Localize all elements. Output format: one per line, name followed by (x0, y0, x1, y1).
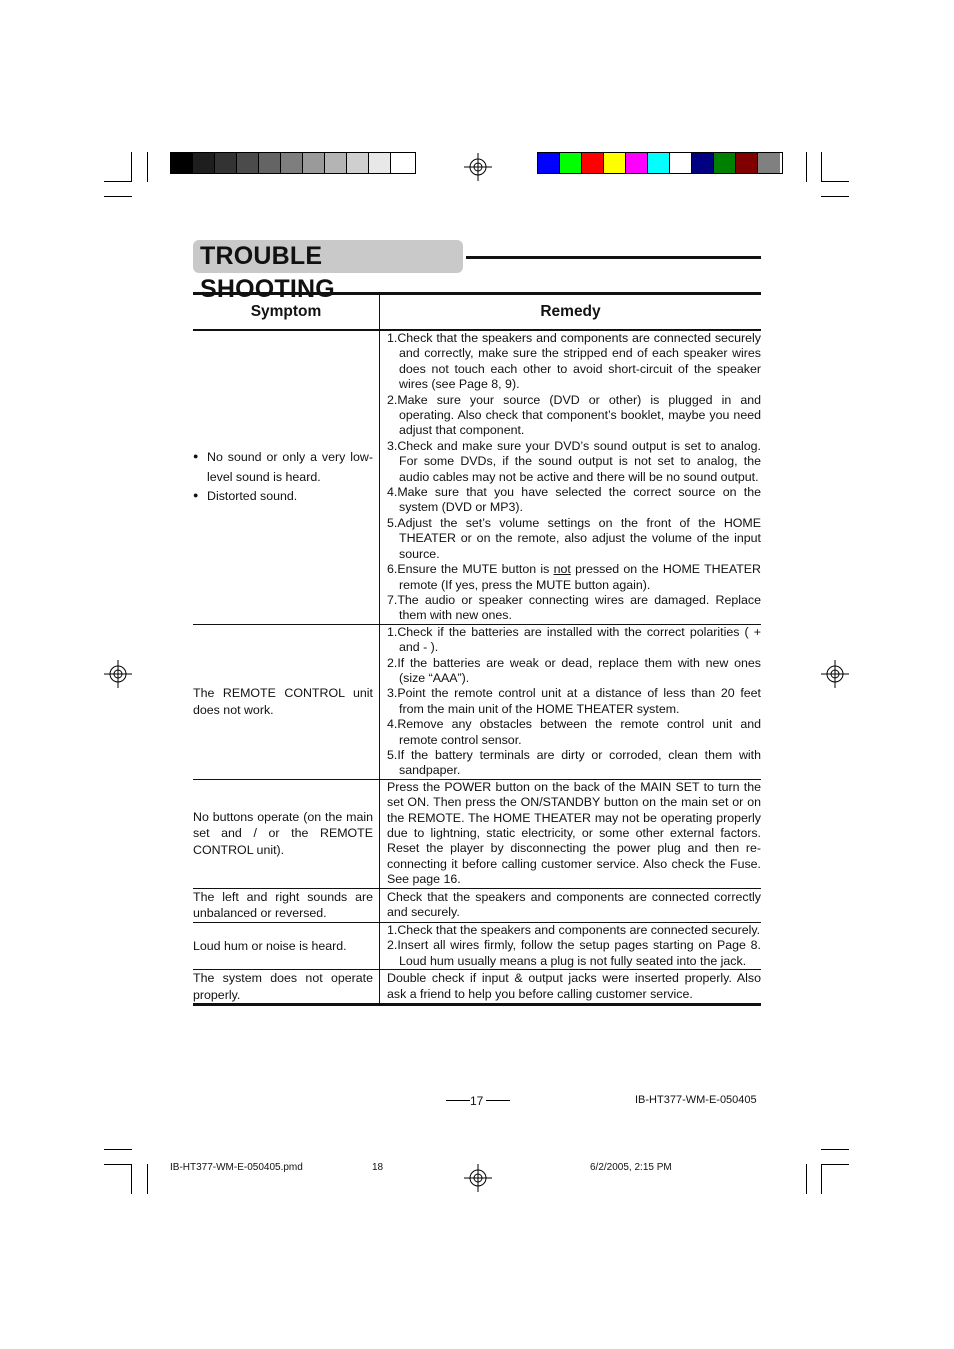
color-swatch (648, 153, 670, 173)
symptom-cell: The REMOTE CONTROL unit does not work. (193, 686, 373, 717)
remedy-item: 7.The audio or speaker connecting wires are damaged. Replace them with new ones. (387, 592, 761, 623)
gray-swatch (281, 153, 303, 173)
remedy-item: 1.Check that the speakers and components are connected securely. (387, 922, 761, 937)
color-swatch (560, 153, 582, 173)
color-swatch (670, 153, 692, 173)
gray-swatch (237, 153, 259, 173)
page-number-rule-right (486, 1100, 510, 1101)
gray-swatch (369, 153, 391, 173)
symptom-cell: Loud hum or noise is heard. (193, 938, 347, 953)
color-swatch (538, 153, 560, 173)
color-swatch (758, 153, 780, 173)
remedy-item: 3.Point the remote control unit at a distance of less than 20 feet from the main unit of the HOME THEATER system. (387, 686, 761, 716)
remedy-text: 6.Ensure the MUTE button is (387, 562, 554, 577)
symptom-cell (193, 330, 380, 624)
remedy-item: 4.Remove any obstacles between the remote control unit and remote control sensor. (387, 717, 761, 747)
remedy-cell (380, 330, 762, 624)
remedy-item: 1.Check if the batteries are installed with the correct polarities ( + and - ). (387, 624, 761, 655)
symptom-list (193, 448, 373, 507)
grayscale-calibration-bar (170, 152, 416, 174)
color-swatch (714, 153, 736, 173)
gray-swatch (171, 153, 193, 173)
remedy-item: 2.Insert all wires firmly, follow the setup pages starting on Page 8. Loud hum usually means a plug is not fully seated into the jack. (387, 938, 761, 968)
page-number: 17 (470, 1094, 484, 1108)
registration-mark-icon (821, 660, 849, 688)
symptom-cell: The left and right sounds are unbalanced or reversed. (193, 889, 373, 921)
color-swatch (692, 153, 714, 173)
slug-datetime: 6/2/2005, 2:15 PM (590, 1162, 672, 1173)
gray-swatch (391, 153, 413, 173)
remedy-cell: Double check if input & output jacks were inserted properly. Also ask a friend to help you before calling customer service. (380, 970, 762, 1005)
remedy-cell (380, 624, 762, 779)
gray-swatch (347, 153, 369, 173)
remedy-list (387, 331, 761, 624)
remedy-item: 3.Check and make sure your DVD’s sound output is set to analog. For some DVDs, if the sound output is not set to analog, the audio cables may not be active and there will be no sound output. (387, 438, 761, 484)
remedy-item: 2.If the batteries are weak or dead, replace them with new ones (size “AAA”). (387, 655, 761, 685)
gray-swatch (259, 153, 281, 173)
remedy-item (387, 562, 761, 593)
symptom-item: ● Distorted sound. (193, 487, 373, 507)
registration-mark-icon (464, 153, 492, 181)
remedy-item: 4.Make sure that you have selected the correct source on the system (DVD or MP3). (387, 485, 761, 515)
remedy-list (387, 625, 761, 779)
gray-swatch (215, 153, 237, 173)
table-row (193, 970, 761, 1005)
gray-swatch (303, 153, 325, 173)
color-swatch (626, 153, 648, 173)
remedy-text: pressed on the HOME THEATER remote (If yes, press the MUTE button again). (399, 562, 762, 592)
remedy-list (387, 923, 761, 969)
title-rule (466, 256, 761, 259)
color-swatch (736, 153, 758, 173)
troubleshooting-table (193, 292, 761, 1006)
table-row (193, 330, 761, 624)
table-row (193, 779, 761, 888)
remedy-cell (380, 922, 762, 969)
underlined-word: not (553, 562, 571, 577)
gray-swatch (193, 153, 215, 173)
remedy-item: 5.Adjust the set’s volume settings on the front of the HOME THEATER or on the remote, also adjust the volume of the input source. (387, 515, 761, 561)
table-row (193, 888, 761, 922)
slug-filename: IB-HT377-WM-E-050405.pmd (170, 1162, 303, 1173)
page-number-rule-left (446, 1100, 470, 1101)
remedy-item: 2.Make sure your source (DVD or other) is plugged in and operating. Also check that component’s booklet, maybe you need adjust that component. (387, 392, 761, 438)
symptom-cell: No buttons operate (on the main set and / or the REMOTE CONTROL unit). (193, 809, 373, 857)
registration-mark-icon (104, 660, 132, 688)
color-calibration-bar (537, 152, 783, 174)
symptom-cell: The system does not operate properly. (193, 971, 373, 1002)
color-swatch (604, 153, 626, 173)
remedy-column-header: Remedy (380, 294, 762, 331)
symptom-column-header: Symptom (250, 303, 322, 320)
table-row (193, 624, 761, 779)
remedy-cell: Press the POWER button on the back of the MAIN SET to turn the set ON. Then press the ON/STANDBY button on the main set or on the REMOTE. The HOME THEATER may not be operating properly due to lightning, static electricity, or some other external factors. Reset the player by disconnecting the power plug and then re-connecting it before calling customer service. Also check the Fuse. See page 16. (380, 779, 762, 888)
page-title: TROUBLE SHOOTING (200, 242, 335, 303)
remedy-item: 5.If the battery terminals are dirty or corroded, clean them with sandpaper. (387, 747, 761, 778)
gray-swatch (325, 153, 347, 173)
symptom-item: ● No sound or only a very low-level sound is heard. (193, 448, 373, 487)
table-row (193, 922, 761, 969)
remedy-cell: Check that the speakers and components are connected correctly and securely. (380, 888, 762, 922)
table-header-row (193, 294, 761, 331)
remedy-item: 1.Check that the speakers and components are connected securely and correctly, make sure the stripped end of each speaker wires does not touch each other to avoid short-circuit of the speaker wires (see Page 8, 9). (387, 331, 761, 392)
color-swatch (582, 153, 604, 173)
page-title-box (193, 240, 463, 303)
document-code: IB-HT377-WM-E-050405 (635, 1094, 757, 1106)
slug-page: 18 (372, 1162, 384, 1173)
registration-mark-icon (464, 1164, 492, 1192)
